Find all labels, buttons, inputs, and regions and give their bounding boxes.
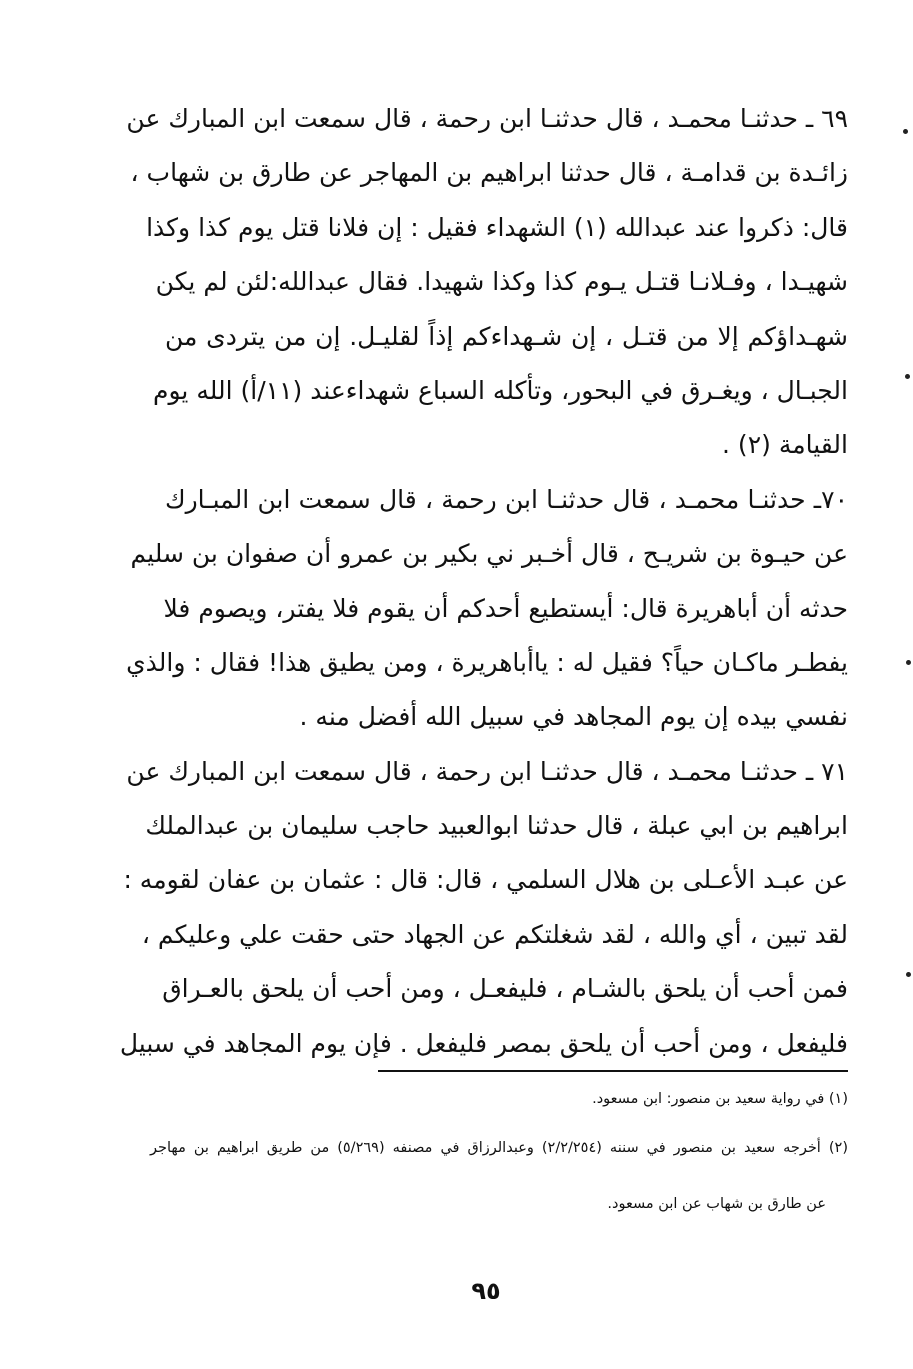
margin-speck <box>906 972 911 977</box>
text-line: زائـدة بن قدامـة ، قال حدثنا ابراهيم بن المهاجر عن طارق بن شهاب ، <box>130 158 848 188</box>
text-line: شهـداؤكم إلا من قتـل ، إن شـهداءكم إذاً لقليـل. إن من يتردى من <box>165 321 848 351</box>
page-number: ٩٥ <box>471 1277 501 1305</box>
text-line: نفسي بيده إن يوم المجاهد في سبيل الله أفضل منه . <box>299 702 848 732</box>
margin-speck <box>905 374 910 379</box>
footnote-divider <box>378 1070 848 1072</box>
text-line: الجبـال ، ويغـرق في البحور، وتأكله السباع شهداءعند (١١/أ) الله يوم <box>153 375 848 405</box>
main-text-block <box>119 92 848 1071</box>
footnote-2: (٢) أخرجه سعيد بن منصور في سننه (٢/٢/٢٥٤) وعبدالرزاق في مصنفه (٥/٢٦٩) من طريق ابراهيم بن مهاجر <box>150 1140 848 1156</box>
text-line: فليفعل ، ومن أحب أن يلحق بمصر فليفعل . فإن يوم المجاهد في سبيل <box>119 1028 848 1058</box>
text-line: ابراهيم بن ابي عبلة ، قال حدثنا ابوالعبيد حاجب سليمان بن عبدالملك <box>145 811 848 841</box>
text-line: فمن أحب أن يلحق بالشـام ، فليفعـل ، ومن أحب أن يلحق بالعـراق <box>162 974 848 1004</box>
text-line: حدثه أن أباهريرة قال: أيستطيع أحدكم أن يقوم فلا يفتر، ويصوم فلا <box>163 593 848 623</box>
text-line: ٧٠ـ حدثنـا محمـد ، قال حدثنـا ابن رحمة ، قال سمعت ابن المبـارك <box>165 484 848 514</box>
footnote-2-continuation: عن طارق بن شهاب عن ابن مسعود. <box>607 1196 826 1212</box>
text-line: ٦٩ ـ حدثنـا محمـد ، قال حدثنـا ابن رحمة ، قال سمعت ابن المبارك عن <box>126 104 848 133</box>
text-line: عن حيـوة بن شريـح ، قال أخـبر ني بكير بن عمرو أن صفوان بن سليم <box>130 539 848 569</box>
text-line: ٧١ ـ حدثنـا محمـد ، قال حدثنـا ابن رحمة ، قال سمعت ابن المبارك عن <box>126 756 848 786</box>
footnote-1: (١) في رواية سعيد بن منصور: ابن مسعود. <box>592 1091 848 1107</box>
text-line: لقد تبين ، أي والله ، لقد شغلتكم عن الجهاد حتى حقت علي وعليكم ، <box>141 919 848 949</box>
margin-speck <box>906 660 911 665</box>
text-line: شهيـدا ، وفـلانـا قتـل يـوم كذا وكذا شهيدا. فقال عبدالله:لئن لم يكن <box>155 267 848 297</box>
margin-speck <box>903 129 908 134</box>
text-line: يفطـر ماكـان حياً؟ فقيل له : ياأباهريرة ، ومن يطيق هذا! فقال : والذي <box>126 647 848 677</box>
text-line: القيامة (٢) . <box>722 430 848 460</box>
text-line: عن عبـد الأعـلى بن هلال السلمي ، قال: قال : عثمان بن عفان لقومه : <box>123 865 848 895</box>
text-line: قال: ذكروا عند عبدالله (١) الشهداء فقيل : إن فلانا قتل يوم كذا وكذا <box>146 212 848 242</box>
